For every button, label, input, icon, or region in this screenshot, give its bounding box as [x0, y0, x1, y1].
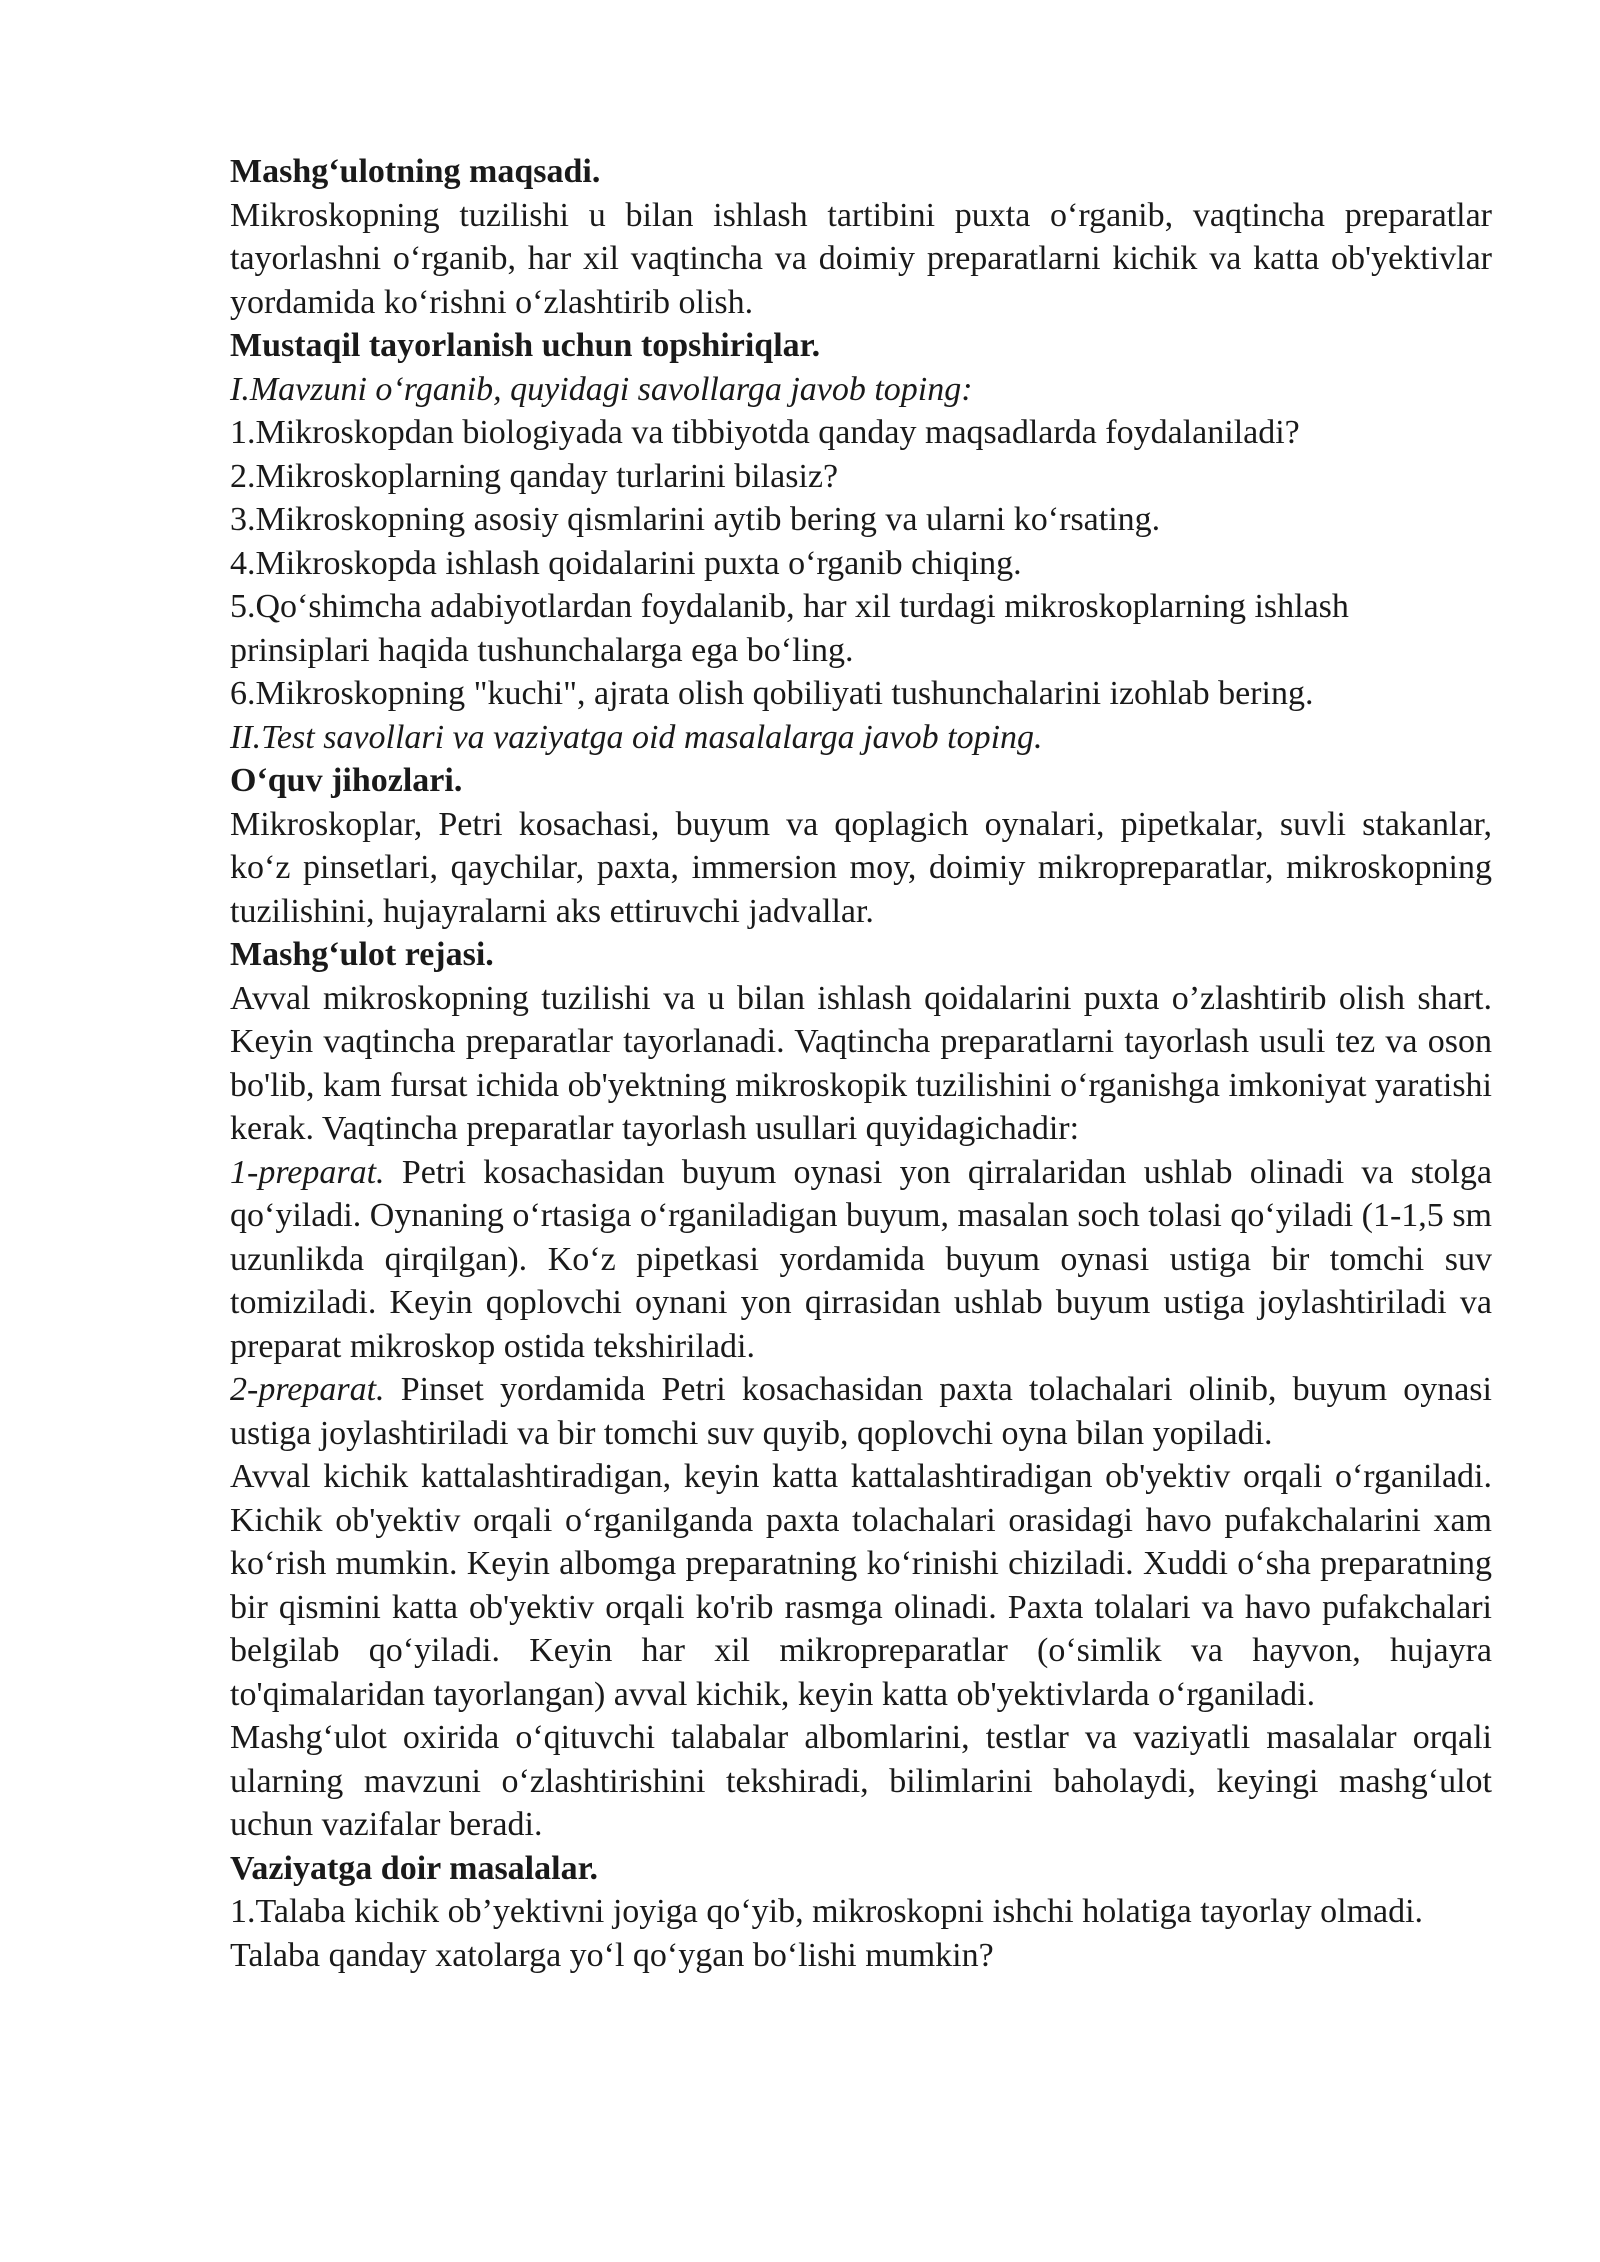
goal-text: Mikroskopning tuzilishi u bilan ishlash tartibini puxta o‘rganib, vaqtincha preparatlar tayorlashni o‘rganib, har xil vaqtincha va doimiy preparatlarni kichik va katta ob'yektivlar yordamida ko‘rishni o‘zlashtirib olish. — [230, 196, 1492, 321]
goal-heading: Mashg‘ulotning maqsadi. — [230, 153, 601, 190]
task-item-2: 2.Mikroskoplarning qanday turlarini bilasiz? — [230, 457, 839, 495]
prep-2-text: Pinset yordamida Petri kosachasidan paxta tolachalari olinib, buyum oynasi ustiga joylashtiriladi va bir tomchi suv quyib, qoplovchi oyna bilan yopiladi. — [230, 1371, 1492, 1452]
plan-prep-2 — [230, 1368, 1492, 1455]
prep-1-text: Petri kosachasidan buyum oynasi yon qirralaridan ushlab olinadi va stolga qo‘yiladi. Oynaning o‘rtasiga o‘rganiladigan buyum, masalan soch tolasi qo‘yiladi (1-1,5 sm uzunlikda qirqilgan). Ko‘z pipetkasi yordamida buyum oynasi ustiga bir tomchi suv tomiziladi. Keyin qoplovchi oynani yon qirrasidan ushlab buyum ustiga joylashtiriladi va preparat mikroskop ostida tekshiriladi. — [230, 1153, 1492, 1365]
document-page — [230, 150, 1492, 1977]
plan-observe: Avval kichik kattalashtiradigan, keyin katta kattalashtiradigan ob'yektiv orqali o‘rganiladi. Kichik ob'yektiv orqali o‘rganilganda paxta tolachalari orasidagi havo pufakchalarini xam ko‘rish mumkin. Keyin albomga preparatning ko‘rinishi chiziladi. Xuddi o‘sha preparatning bir qismini katta ob'yektiv orqali ko'rib rasmga olinadi. Paxta tolalari va havo pufakchalari belgilab qo‘yiladi. Keyin har xil mikropreparatlar (o‘simlik va hayvon, hujayra to'qimalaridan tayorlangan) avval kichik, keyin katta ob'yektivlarda o‘rganiladi. — [230, 1458, 1492, 1713]
tasks-test: II.Test savollari va vaziyatga oid masalalarga javob toping. — [230, 718, 1043, 756]
plan-heading: Mashg‘ulot rejasi. — [230, 936, 494, 973]
plan-intro: Avval mikroskopning tuzilishi va u bilan ishlash qoidalarini puxta o’zlashtirib olish shart. Keyin vaqtincha preparatlar tayorlanadi. Vaqtincha preparatlarni tayorlash usuli tez va oson bo'lib, kam fursat ichida ob'yektning mikroskopik tuzilishini o‘rganishga imkoniyat yaratishi kerak. Vaqtincha preparatlar tayorlash usullari quyidagichadir: — [230, 979, 1492, 1147]
tasks-intro: I.Mavzuni o‘rganib, quyidagi savollarga javob toping: — [230, 370, 973, 408]
problem-item-1: 1.Talaba kichik ob’yektivni joyiga qo‘yib, mikroskopni ishchi holatiga tayorlay olmadi. Talaba qanday xatolarga yo‘l qo‘ygan bo‘lishi mumkin? — [230, 1893, 1424, 1974]
equipment-text: Mikroskoplar, Petri kosachasi, buyum va qoplagich oynalari, pipetkalar, suvli stakanlar, ko‘z pinsetlari, qaychilar, paxta, immersion moy, doimiy mikropreparatlar, mikroskopning tuzilishini, hujayralarni aks ettiruvchi jadvallar. — [230, 805, 1492, 930]
prep-2-label: 2-preparat. — [230, 1371, 385, 1408]
plan-closing: Mashg‘ulot oxirida o‘qituvchi talabalar albomlarini, testlar va vaziyatli masalalar orqali ularning mavzuni o‘zlashtirishini tekshiradi, bilimlarini baholaydi, keyingi mashg‘ulot uchun vazifalar beradi. — [230, 1719, 1492, 1843]
prep-1-label: 1-preparat. — [230, 1153, 385, 1191]
task-item-6: 6.Mikroskopning "kuchi", ajrata olish qobiliyati tushunchalarini izohlab bering. — [230, 675, 1314, 712]
equipment-heading: O‘quv jihozlari. — [230, 762, 463, 799]
tasks-heading: Mustaqil tayorlanish uchun topshiriqlar. — [230, 327, 821, 364]
task-item-4: 4.Mikroskopda ishlash qoidalarini puxta o‘rganib chiqing. — [230, 544, 1022, 582]
task-item-3: 3.Mikroskopning asosiy qismlarini aytib bering va ularni ko‘rsating. — [230, 501, 1161, 538]
plan-prep-1 — [230, 1151, 1492, 1369]
task-item-1: 1.Mikroskopdan biologiyada va tibbiyotda qanday maqsadlarda foydalaniladi? — [230, 414, 1300, 451]
problems-heading: Vaziyatga doir masalalar. — [230, 1849, 599, 1887]
task-item-5: 5.Qo‘shimcha adabiyotlardan foydalanib, har xil turdagi mikroskoplarning ishlash prinsiplari haqida tushunchalarga ega bo‘ling. — [230, 588, 1349, 669]
